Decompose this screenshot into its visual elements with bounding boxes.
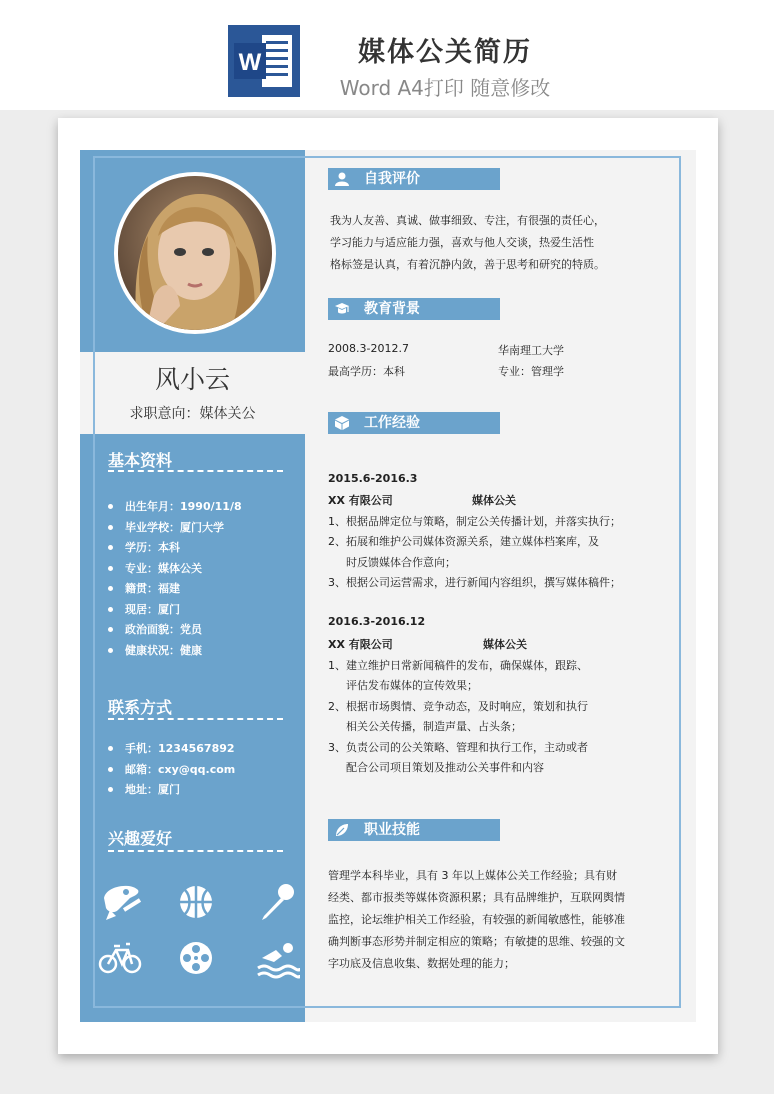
bullet-icon <box>108 767 113 772</box>
bullet-icon <box>108 627 113 632</box>
education-degree: 最高学历：本科 <box>328 365 405 378</box>
word-logo-icon <box>228 25 300 97</box>
job-duty-line: 3、根据公司运营需求，进行新闻内容组织，撰写媒体稿件； <box>328 576 621 589</box>
candidate-name: 风小云 <box>154 365 230 394</box>
basic-info-item: 籍贯：福建 <box>108 580 180 596</box>
job-period: 2015.6-2016.3 <box>328 472 418 485</box>
self-eval-header <box>328 168 500 190</box>
basic-info-title: 基本资料 <box>108 451 173 470</box>
job-duty-line: 1、建立维护日常新闻稿件的发布，确保媒体，跟踪、 <box>328 659 588 672</box>
leaf-icon <box>334 822 350 838</box>
profile-photo <box>114 172 276 334</box>
film-reel-icon <box>174 936 218 980</box>
skills-title: 职业技能 <box>364 822 420 838</box>
job-company: XX 有限公司 <box>328 638 393 651</box>
basic-info-item: 出生年月：1990/11/8 <box>108 498 242 514</box>
job-duty-line: 配合公司项目策划及推动公关事件和内容 <box>346 761 544 774</box>
basic-info-item: 学历：本科 <box>108 539 180 555</box>
contact-divider <box>108 718 283 720</box>
job-duty-line: 评估发布媒体的宣传效果； <box>346 679 478 692</box>
hobbies-title: 兴趣爱好 <box>108 829 173 848</box>
education-title: 教育背景 <box>364 301 420 317</box>
bullet-icon <box>108 607 113 612</box>
graduation-cap-icon <box>334 301 350 317</box>
job-duty-line: 2、拓展和维护公司媒体资源关系，建立媒体档案库，及 <box>328 535 599 548</box>
basic-info-item: 现居：厦门 <box>108 601 180 617</box>
resume-sheet <box>58 118 718 1054</box>
bullet-icon <box>108 525 113 530</box>
bullet-icon <box>108 746 113 751</box>
bullet-icon <box>108 586 113 591</box>
header-title: 媒体公关简历 <box>358 37 532 68</box>
hobbies-divider <box>108 850 283 852</box>
basic-info-item: 政治面貌：党员 <box>108 621 202 637</box>
skills-line: 监控，论坛维护相关工作经验，有较强的新闻敏感性，能够准 <box>328 913 625 926</box>
job-duty-line: 1、根据品牌定位与策略，制定公关传播计划，并落实执行； <box>328 515 621 528</box>
job-intent: 求职意向：媒体关公 <box>129 406 256 422</box>
education-header <box>328 298 500 320</box>
skills-header <box>328 819 500 841</box>
bicycle-icon <box>98 934 142 978</box>
self-eval-line: 学习能力与适应能力强，喜欢与他人交谈，热爱生活性 <box>330 236 594 249</box>
cube-icon <box>334 415 350 431</box>
contact-item: 手机：1234567892 <box>108 740 235 756</box>
education-period: 2008.3-2012.7 <box>328 342 409 355</box>
skills-line: 管理学本科毕业，具有 3 年以上媒体公关工作经验；具有财 <box>328 869 617 882</box>
bullet-icon <box>108 648 113 653</box>
basic-info-divider <box>108 470 283 472</box>
contact-item: 地址：厦门 <box>108 781 180 797</box>
bullet-icon <box>108 787 113 792</box>
self-eval-title: 自我评价 <box>364 171 420 187</box>
portrait-image <box>118 176 272 330</box>
header-subtitle: Word A4打印 随意修改 <box>339 76 551 100</box>
job-duty-line: 时反馈媒体合作意向； <box>346 556 456 569</box>
contact-title: 联系方式 <box>108 698 173 717</box>
job-company: XX 有限公司 <box>328 494 393 507</box>
job-period: 2016.3-2016.12 <box>328 615 426 628</box>
skills-line: 确判断事态形势并制定相应的策略；有敏捷的思维、较强的文 <box>328 935 625 948</box>
basketball-icon <box>174 880 218 924</box>
basic-info-item: 专业：媒体公关 <box>108 560 202 576</box>
job-duty-line: 3、负责公司的公关策略、管理和执行工作，主动或者 <box>328 741 588 754</box>
job-duty-line: 相关公关传播，制造声量、占头条； <box>346 720 522 733</box>
job-position: 媒体公关 <box>472 494 516 507</box>
contact-item: 邮箱：cxy@qq.com <box>108 761 235 777</box>
basic-info-item: 健康状况：健康 <box>108 642 202 658</box>
person-icon <box>334 171 350 187</box>
skills-line: 字功底及信息收集、数据处理的能力； <box>328 957 515 970</box>
job-duty-line: 2、根据市场舆情、竞争动态，及时响应，策划和执行 <box>328 700 588 713</box>
page-header <box>0 0 774 110</box>
swimming-icon <box>256 936 300 980</box>
svg-text:W: W <box>238 49 262 76</box>
job-position: 媒体公关 <box>483 638 527 651</box>
skills-line: 经类、都市报类等媒体资源积累；具有品牌维护，互联网舆情 <box>328 891 625 904</box>
work-title: 工作经验 <box>364 415 420 431</box>
bullet-icon <box>108 545 113 550</box>
work-header <box>328 412 500 434</box>
self-eval-line: 我为人友善、真诚、做事细致、专注，有很强的责任心， <box>330 214 605 227</box>
painting-icon <box>100 880 144 924</box>
bullet-icon <box>108 566 113 571</box>
education-school: 华南理工大学 <box>498 344 564 357</box>
microphone-icon <box>256 880 300 924</box>
bullet-icon <box>108 504 113 509</box>
basic-info-item: 毕业学校：厦门大学 <box>108 519 224 535</box>
self-eval-line: 格标签是认真，有着沉静内敛，善于思考和研究的特质。 <box>330 258 605 271</box>
education-major: 专业：管理学 <box>498 365 564 378</box>
